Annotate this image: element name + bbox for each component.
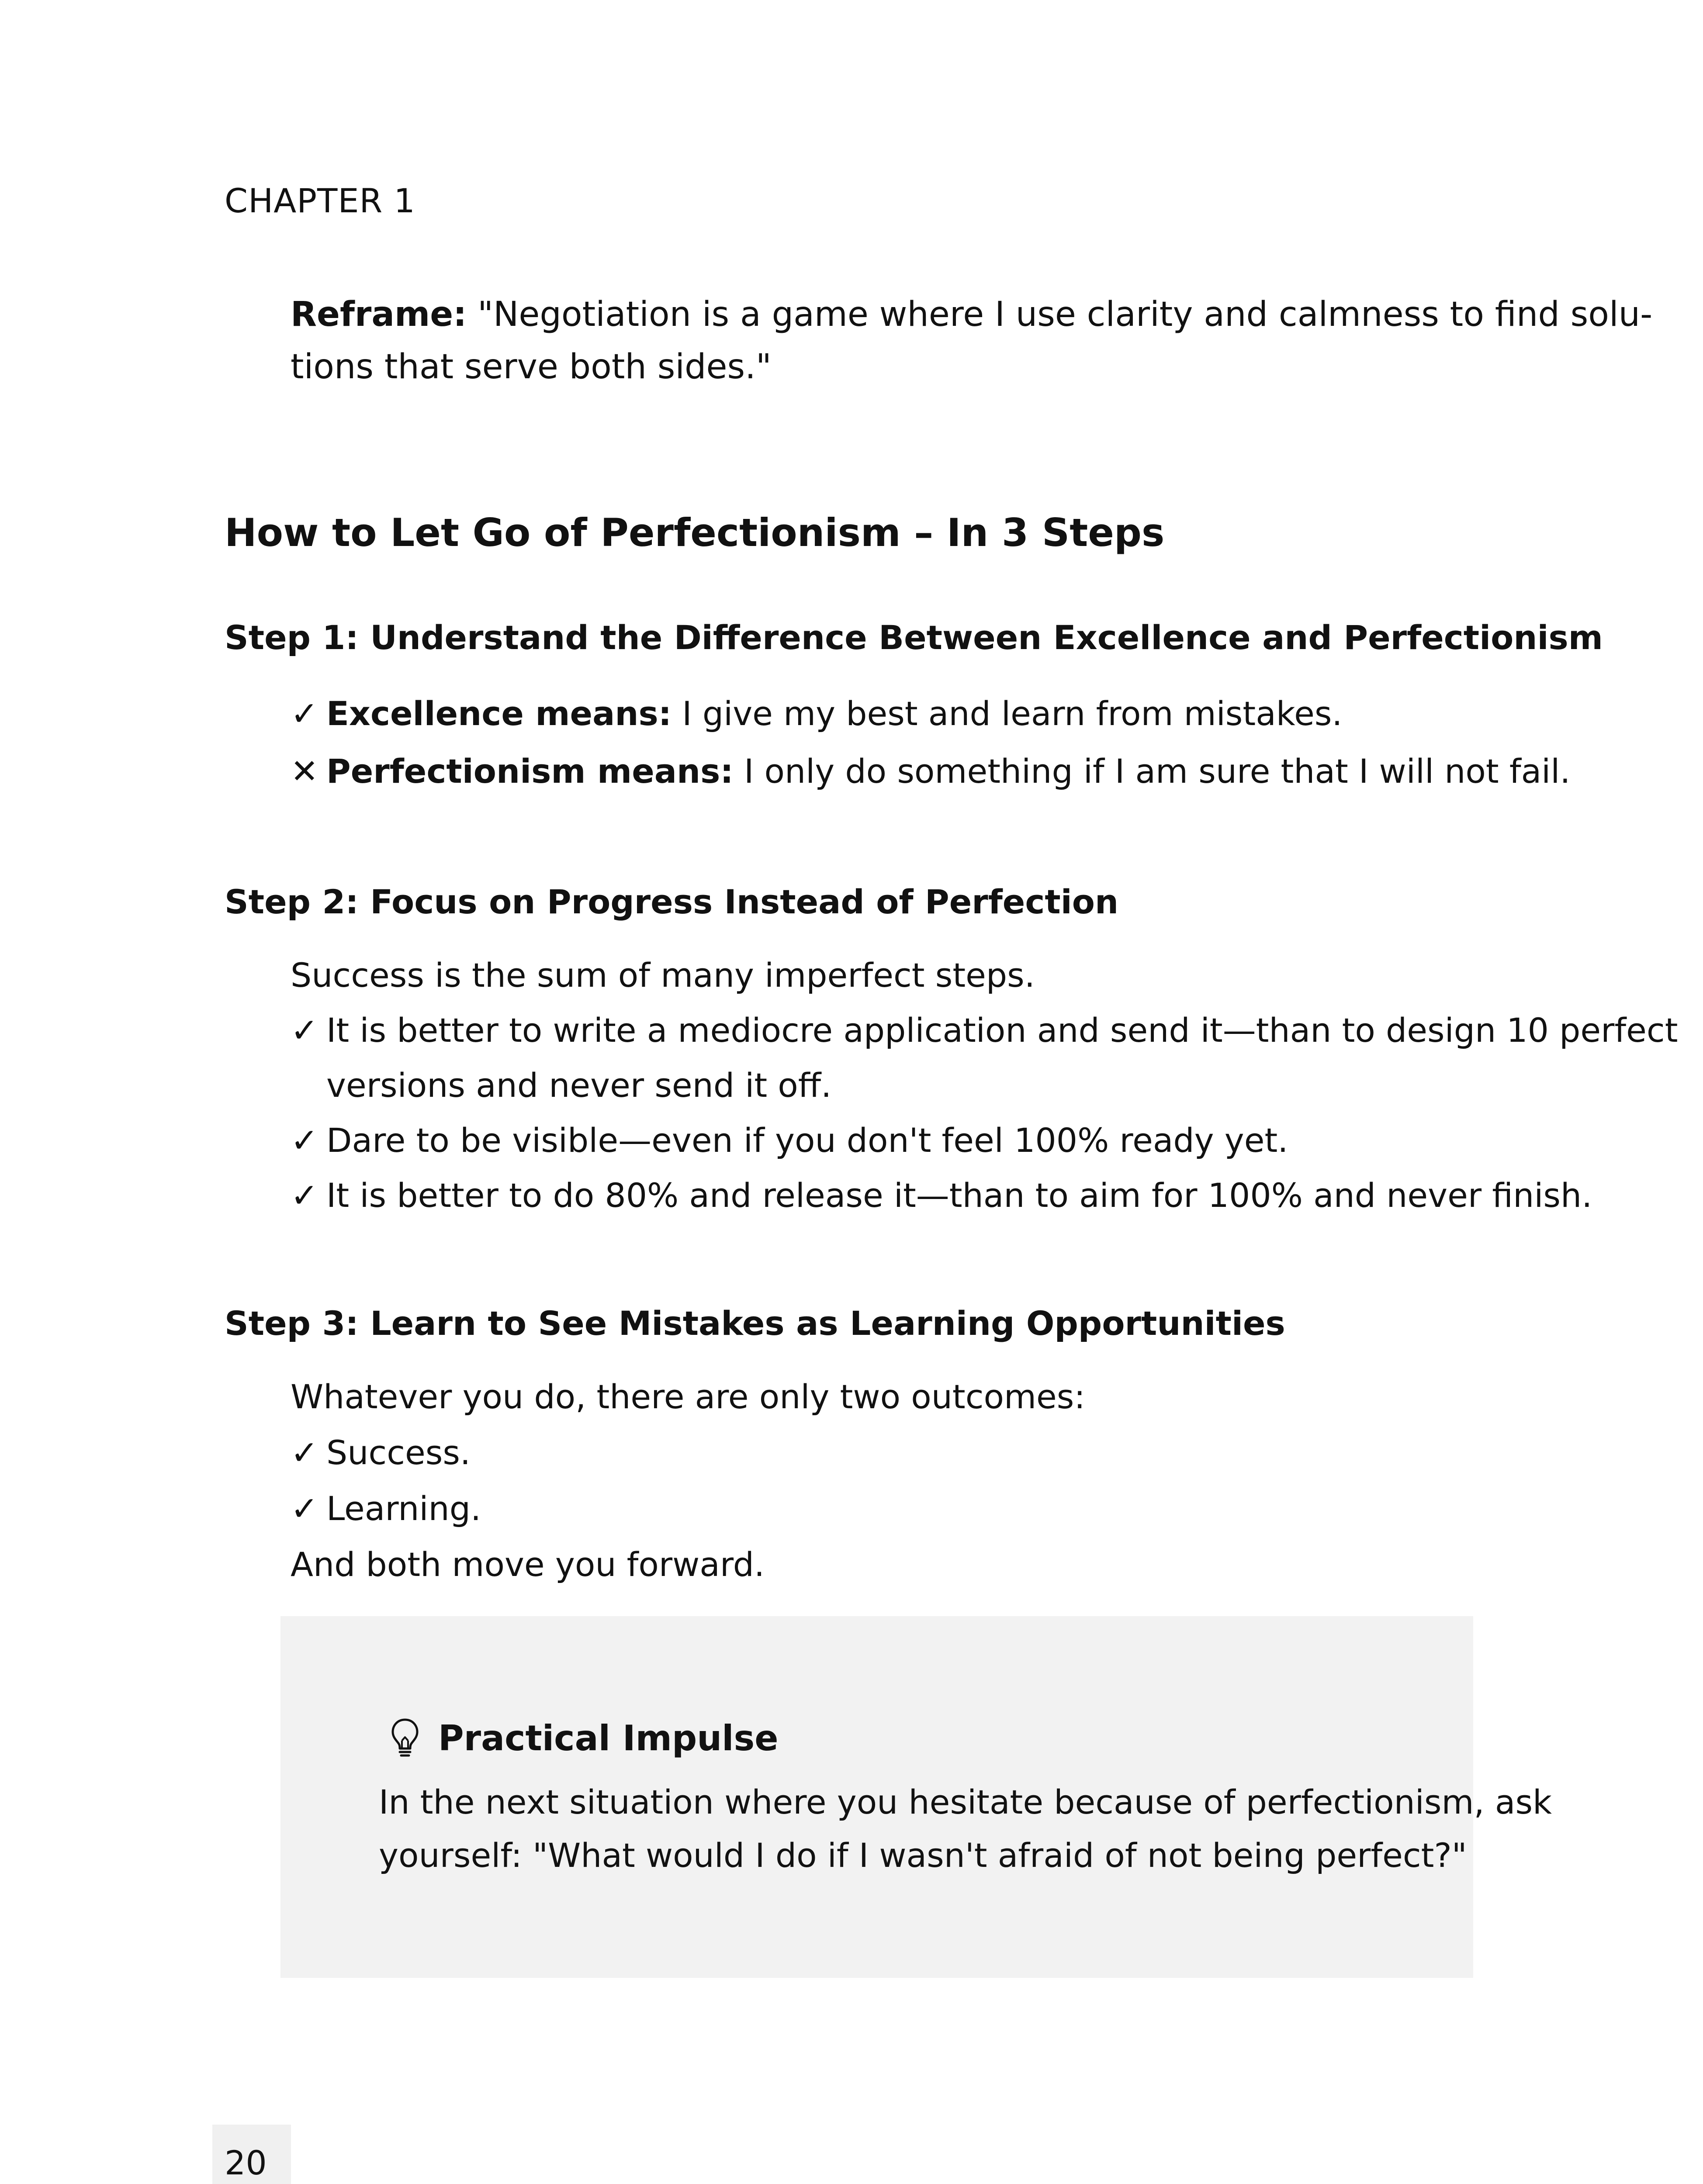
check-icon: ✓ [291, 1011, 318, 1050]
check-icon: ✓ [291, 1121, 318, 1160]
list-item-text: It is better to do 80% and release it—than to aim for 100% and never finish. [326, 1176, 1592, 1215]
check-icon: ✓ [291, 1176, 318, 1215]
list-item [291, 1003, 1678, 1058]
perfectionism-label: Perfectionism means: [326, 752, 734, 791]
list-item [291, 1481, 1488, 1537]
impulse-title: Practical Impulse [438, 1718, 779, 1759]
reframe-label: Reframe: [291, 295, 467, 334]
list-item [291, 1425, 1488, 1481]
list-item [291, 1113, 1488, 1168]
excellence-label: Excellence means: [326, 694, 672, 733]
list-item-text-continued: versions and never send it off. [326, 1066, 832, 1105]
step3-list [291, 1369, 1488, 1593]
reframe-text-continued: tions that serve both sides." [291, 347, 772, 387]
lightbulb-icon [388, 1716, 422, 1760]
section-title: How to Let Go of Perfectionism – In 3 Steps [225, 510, 1165, 555]
step2-list [291, 948, 1678, 1223]
list-item-text: Dare to be visible—even if you don't feel 100% ready yet. [326, 1121, 1288, 1160]
step1-list [291, 685, 1571, 800]
check-icon: ✓ [291, 1433, 318, 1472]
cross-icon: ✕ [291, 752, 318, 791]
practical-impulse-box [280, 1616, 1552, 1978]
impulse-text-line-1: In the next situation where you hesitate because of perfectionism, ask [379, 1783, 1552, 1821]
reframe-paragraph [291, 288, 1653, 393]
list-item [291, 1168, 1592, 1223]
list-item-text: Success. [326, 1433, 471, 1472]
list-item-text: Learning. [326, 1489, 481, 1528]
page-number: 20 [225, 2143, 267, 2182]
step2-heading: Step 2: Focus on Progress Instead of Perfection [225, 882, 1119, 921]
chapter-label: CHAPTER 1 [225, 181, 415, 220]
excellence-text: I give my best and learn from mistakes. [672, 694, 1343, 733]
step2-intro: Success is the sum of many imperfect steps. [291, 956, 1035, 995]
list-item [291, 685, 1488, 743]
impulse-text-line-2: yourself: "What would I do if I wasn't afraid of not being perfect?" [379, 1836, 1467, 1875]
impulse-heading [388, 1714, 778, 1762]
impulse-text [379, 1776, 1552, 1882]
check-icon: ✓ [291, 694, 318, 733]
step3-heading: Step 3: Learn to See Mistakes as Learning Opportunities [225, 1304, 1285, 1343]
list-item-text: It is better to write a mediocre application and send it—than to design 10 perfect [326, 1011, 1678, 1050]
step3-intro: Whatever you do, there are only two outcomes: [291, 1377, 1085, 1416]
step1-heading: Step 1: Understand the Difference Between Excellence and Perfectionism [225, 618, 1603, 657]
list-item [291, 743, 1571, 800]
reframe-text: "Negotiation is a game where I use clarity and calmness to find solu- [478, 295, 1653, 334]
check-icon: ✓ [291, 1489, 318, 1528]
perfectionism-text: I only do something if I am sure that I will not fail. [733, 752, 1571, 791]
step3-outro: And both move you forward. [291, 1545, 765, 1584]
